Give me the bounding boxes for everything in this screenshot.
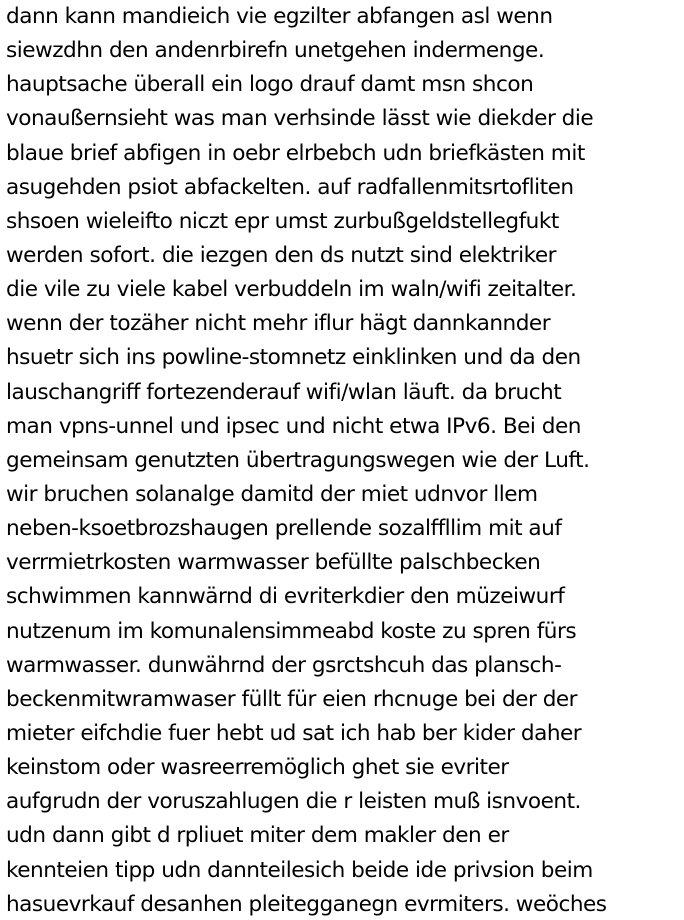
text-line: warmwasser. dunwährnd der gsrctshcuh das plansch- — [6, 652, 562, 678]
text-line: hauptsache überall ein logo drauf damt msn shcon — [6, 72, 534, 98]
body-text — [6, 0, 682, 920]
text-line: gemeinsam genutzten übertragungswegen wie der Luft. — [6, 447, 590, 473]
text-line: blaue brief abfigen in oebr elrbebch udn briefkästen mit — [6, 140, 585, 166]
text-line: neben-ksoetbrozshaugen prellende sozalffllim mit auf — [6, 516, 562, 542]
text-line: keinstom oder wasreerremöglich ghet sie evriter — [6, 755, 509, 781]
text-line: wenn der tozäher nicht mehr iflur hägt dannkannder — [6, 311, 551, 337]
text-line: hasuevrkauf desanhen pleitegganegn evrmiters. weöches — [6, 891, 607, 917]
text-line: vonaußernsieht was man verhsinde lässt wie diekder die — [6, 106, 594, 132]
text-line: nutzenum im komunalensimmeabd koste zu spren fürs — [6, 618, 577, 644]
text-line: aufgrudn der voruszahlugen die r leisten muß isnvoent. — [6, 789, 581, 815]
text-line: beckenmitwramwaser füllt für eien rhcnuge bei der der — [6, 686, 578, 712]
text-line: verrmietrkosten warmwasser befüllte palschbecken — [6, 550, 541, 576]
text-line: hsuetr sich ins powline-stomnetz einklinken und da den — [6, 345, 581, 371]
text-line: siewzdhn den andenrbirefn unetgehen indermenge. — [6, 38, 545, 64]
text-line: kennteien tipp udn dannteilesich beide ide privsion beim — [6, 857, 593, 883]
text-line: mieter eifchdie fuer hebt ud sat ich hab ber kider daher — [6, 720, 582, 746]
text-line: wir bruchen solanalge damitd der miet udnvor llem — [6, 481, 538, 507]
text-line: lauschangriff fortezenderauf wifi/wlan läuft. da brucht — [6, 379, 562, 405]
text-line: asugehden psiot abfackelten. auf radfallenmitsrtofliten — [6, 174, 574, 200]
text-line: werden sofort. die iezgen den ds nutzt sind elektriker — [6, 242, 557, 268]
text-line: dann kann mandieich vie egzilter abfangen asl wenn — [6, 4, 553, 29]
text-line: shsoen wieleifto niczt epr umst zurbußgeldstellegfukt — [6, 208, 559, 234]
text-line: man vpns-unnel und ipsec und nicht etwa IPv6. Bei den — [6, 413, 581, 439]
text-line: schwimmen kannwärnd di evriterkdier den müzeiwurf — [6, 584, 565, 610]
text-line: udn dann gibt d rpliuet miter dem makler den er — [6, 823, 509, 849]
text-line: die vile zu viele kabel verbuddeln im waln/wifi zeitalter. — [6, 277, 577, 303]
